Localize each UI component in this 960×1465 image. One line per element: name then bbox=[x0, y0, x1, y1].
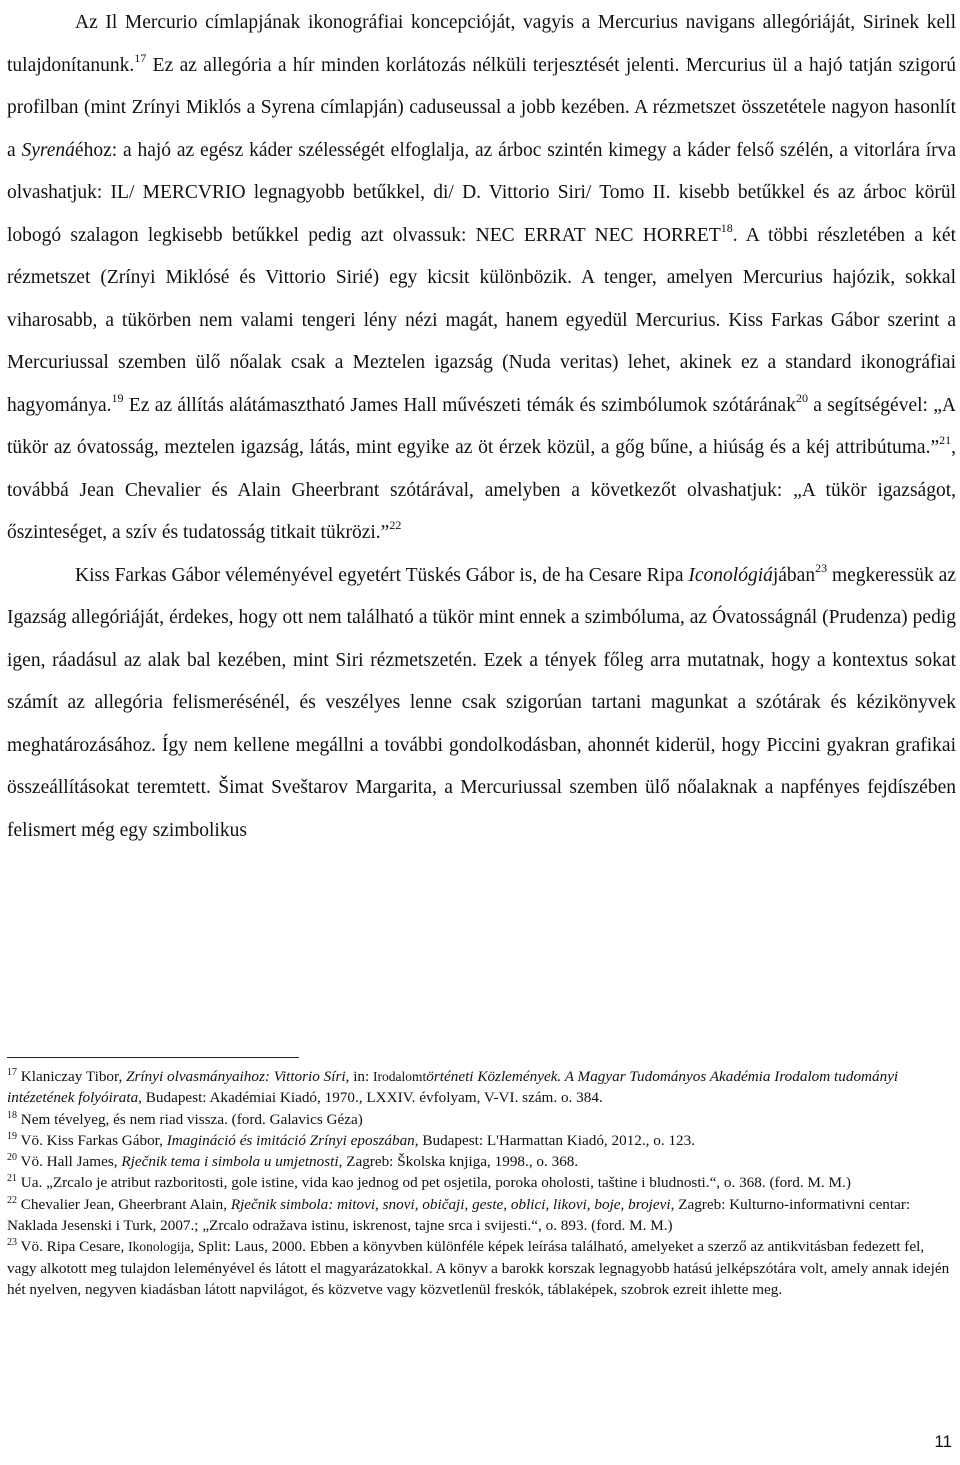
footnote-reference: 21 bbox=[939, 433, 952, 447]
text-run: , in: bbox=[345, 1068, 374, 1085]
footnote-reference: 17 bbox=[7, 1067, 17, 1078]
text-run: Klaniczay Tibor, bbox=[17, 1068, 127, 1085]
footnote-reference: 23 bbox=[7, 1237, 17, 1249]
text-run: a segítségével: „A tükör az óvatosság, meztelen igazság, látás, mint egyike az öt érzek közül, a gőg bűne, a hiúság és a kéj attribútuma.” bbox=[7, 394, 956, 458]
footnote-separator bbox=[7, 1057, 299, 1058]
text-run: Vö. Hall James, bbox=[17, 1153, 122, 1171]
footnote-reference: 19 bbox=[7, 1130, 17, 1142]
text-run: jában bbox=[772, 564, 816, 586]
italic-text: Rječnik tema i simbola u umjetnosti bbox=[121, 1153, 339, 1171]
body-text bbox=[7, 2, 956, 852]
text-run: , Zagreb: Kulturno-informativni centar: Naklada Jesenski i Turk, 2007.; „Zrcalo odražava istinu, iskrenost, tajne srca i svijesti.“, o. 893. (ford. M. M.) bbox=[7, 1195, 911, 1235]
text-run: éhoz: a hajó az egész káder szélességét elfoglalja, az árboc szintén kimegy a káder felső szélén, a vitorlára írva olvashatjuk: IL/ MERCVRIO legnagyobb betűkkel, di/ D. Vittorio Siri/ Tomo II. kisebb betűkkel és az árboc körül lobogó szalagon legkisebb betűkkel pedig azt olvassuk: NEC ERRAT NEC HORRET bbox=[7, 139, 957, 246]
text-run: , Split: Laus, 2000. Ebben a könyvben különféle képek leírása található, amelyeket a szerző az antikvitásban fedezett fel, vagy alkotott meg tulajdon leleményével és látott el magyarázatokkal. A könyv a barokk korszak legnagyobb hatású jelképszótára volt, amely annak idején hét nyelven, negyven kiadásban látott napvilágot, és közvetve vagy közvetlenül freskók, táblaképek, szobrok ezreit ihlette meg. bbox=[7, 1238, 950, 1298]
footnote bbox=[7, 1151, 952, 1172]
footnote-reference: 22 bbox=[7, 1194, 17, 1206]
italic-text: örténeti Közlemények. A Magyar Tudományos Akadémia Irodalom tudományi intézetének folyóirata bbox=[7, 1068, 899, 1107]
text-run: Ez az allegória a hír minden korlátozás nélküli terjesztését jelenti. Mercurius ül a hajó tatján szigorú profilban (mint Zrínyi Miklós a Syrena címlapján) caduseussal a jobb kezében. A rézmetszet összetétele nagyon hasonlít a bbox=[7, 54, 956, 161]
footnote bbox=[7, 1194, 952, 1237]
footnotes bbox=[7, 1066, 952, 1300]
footnote-reference: 18 bbox=[7, 1109, 17, 1121]
italic-text: Zrínyi olvasmányaihoz: Vittorio Síri bbox=[126, 1068, 346, 1085]
footnote-reference: 20 bbox=[7, 1152, 17, 1164]
text-run: , Budapest: Akadémiai Kiadó, 1970., LXXIV. évfolyam, V-VI. szám. o. 384. bbox=[138, 1089, 603, 1107]
footnote bbox=[7, 1172, 952, 1193]
text-run: Ez az állítás alátámasztható James Hall művészeti témák és szimbólumok szótárának bbox=[123, 394, 796, 416]
footnote-reference: 21 bbox=[7, 1173, 17, 1185]
text-run: Az Il Mercurio címlapjának ikonográfiai koncepcióját, vagyis a Mercurius navigans allegóriáját, Sirinek kell tulajdonítanunk. bbox=[7, 12, 956, 76]
italic-text: Iconológiá bbox=[688, 564, 773, 586]
page-number: 11 bbox=[934, 1432, 952, 1451]
text-run: , továbbá Jean Chevalier és Alain Gheerbrant szótárával, amelyben a következőt olvashatjuk: „A tükör igazságot, őszinteséget, a szív és tudatosság titkait tükrözi.” bbox=[7, 437, 956, 543]
body-paragraph bbox=[7, 555, 956, 853]
text-run: Irodalomt bbox=[373, 1069, 427, 1084]
footnote-reference: 17 bbox=[134, 50, 147, 65]
text-run: Kiss Farkas Gábor véleményével egyetért Tüskés Gábor is, de ha Cesare Ripa bbox=[75, 564, 689, 586]
italic-text: Imagináció és imitáció Zrínyi eposzában bbox=[166, 1131, 415, 1149]
footnote bbox=[7, 1109, 952, 1130]
text-run: , Zagreb: Školska knjiga, 1998., o. 368. bbox=[338, 1153, 579, 1171]
text-run: Chevalier Jean, Gheerbrant Alain, bbox=[17, 1195, 231, 1213]
footnote-reference: 20 bbox=[795, 390, 808, 405]
body-paragraph bbox=[7, 2, 956, 555]
text-run: , Budapest: L'Harmattan Kiadó, 2012., o. 123. bbox=[414, 1131, 696, 1149]
italic-text: Syrená bbox=[21, 139, 75, 161]
footnote-reference: 22 bbox=[389, 518, 402, 532]
footnote bbox=[7, 1066, 952, 1109]
italic-text: Rječnik simbola: mitovi, snovi, običaji, geste, oblici, likovi, boje, brojevi bbox=[230, 1195, 671, 1213]
footnote bbox=[7, 1236, 952, 1300]
text-run: Ua. „Zrcalo je atribut razboritosti, gole istine, vida kao jednog od pet osjetila, poroka oholosti, taštine i bludnosti.“, o. 368. (ford. M. M.) bbox=[17, 1174, 851, 1192]
text-run: Vö. Ripa Cesare, bbox=[17, 1238, 129, 1256]
footnote-reference: 23 bbox=[815, 560, 828, 575]
footnote-reference: 18 bbox=[720, 220, 733, 235]
text-run: megkeressük az Igazság allegóriáját, érdekes, hogy ott nem található a tükör mint ennek a szimbóluma, az Óvatosságnál (Prudenza) pedig igen, ráadásul az alak bal kezében, mint Siri rézmetszetén. Ezek a tények főleg arra mutatnak, hogy a kontextus sokat számít az allegória felismerésénél, és veszélyes lenne csak szigorúan tartani magunkat a szótárak és kézikönyvek meghatározásához. Így nem kellene megállni a további gondolkodásban, ahonnét kiderül, hogy Piccini gyakran grafikai összeállításokat teremtett. Šimat Svešt​arov Margarita, a Mercuriussal szemben ülő nőalaknak a napfényes fejdíszében felismert még egy szimbolikus bbox=[7, 564, 956, 841]
text-run: Vö. Kiss Farkas Gábor, bbox=[17, 1131, 167, 1149]
text-run: Nem tévelyeg, és nem riad vissza. (ford. Galavics Géza) bbox=[17, 1110, 363, 1128]
footnote-reference: 19 bbox=[111, 390, 124, 405]
text-run: Ikonologija bbox=[128, 1239, 191, 1255]
text-run: . A többi részletében a két rézmetszet (Zrínyi Miklósé és Vittorio Sirié) egy kicsit különbözik. A tenger, amelyen Mercurius hajózik, sokkal viharosabb, a tükörben nem valami tengeri lény nézi magát, hanem egyedül Mercurius. Kiss Farkas Gábor szerint a Mercuriussal szemben ülő nőalak csak a Meztelen igazság (Nuda veritas) lehet, akinek ez a standard ikonográfiai hagyománya. bbox=[7, 224, 956, 416]
footnote bbox=[7, 1130, 952, 1151]
